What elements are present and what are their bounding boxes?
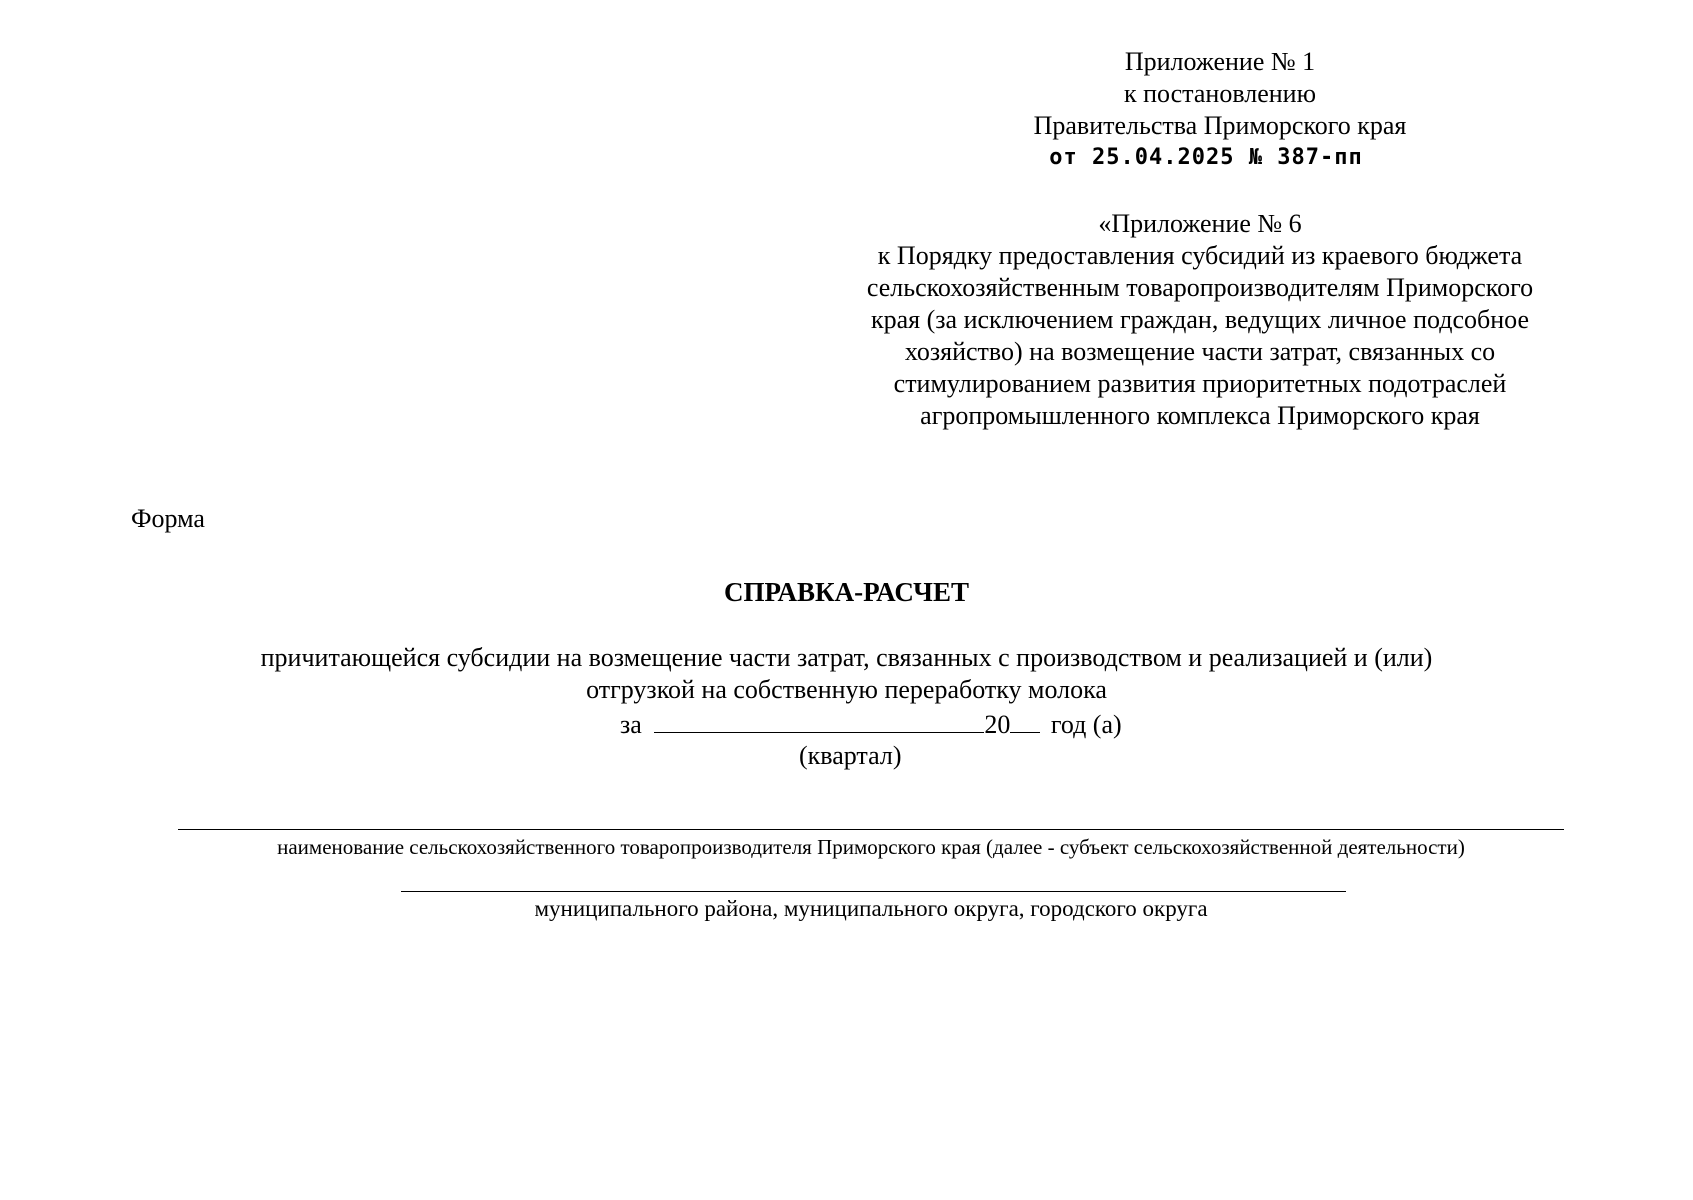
producer-name-caption: наименование сельскохозяйственного товаропроизводителя Приморского края (далее - субъект сельскохозяйственной деятельности) — [277, 835, 1465, 859]
document-title: СПРАВКА-РАСЧЕТ — [724, 577, 969, 607]
appendix-6-header — [830, 208, 1570, 432]
appendix-1-government: Правительства Приморского края — [1033, 111, 1407, 140]
producer-name-field[interactable] — [178, 829, 1564, 830]
appendix-6-line: агропромышленного комплекса Приморского края — [920, 401, 1480, 430]
subtitle-line-2: отгрузкой на собственную переработку молока — [586, 675, 1107, 704]
period-prefix: за — [620, 710, 642, 739]
appendix-6-line: к Порядку предоставления субсидий из краевого бюджета — [877, 241, 1523, 270]
period-blank-field[interactable] — [654, 708, 984, 733]
period-caption: (квартал) — [799, 741, 902, 770]
appendix-6-line: стимулированием развития приоритетных подотраслей — [893, 369, 1507, 398]
appendix-6-line: края (за исключением граждан, ведущих личное подсобное — [870, 305, 1530, 334]
appendix-1-number: Приложение № 1 — [1124, 47, 1316, 76]
subtitle-line-1: причитающейся субсидии на возмещение части затрат, связанных с производством и реализацией и (или) — [260, 643, 1433, 672]
appendix-6-line: хозяйство) на возмещение части затрат, связанных со — [904, 337, 1496, 366]
appendix-6-line: «Приложение № 6 — [1098, 209, 1302, 238]
appendix-1-header — [990, 46, 1450, 174]
municipality-caption: муниципального района, муниципального округа, городского округа — [534, 896, 1208, 921]
appendix-6-line: сельскохозяйственным товаропроизводителям Приморского — [866, 273, 1534, 302]
document-subtitle — [0, 642, 1693, 706]
year-suffix: год (а) — [1050, 710, 1122, 739]
municipality-field[interactable] — [401, 891, 1346, 892]
year-prefix: 20 — [984, 710, 1011, 739]
year-blank-field[interactable] — [1010, 708, 1040, 733]
appendix-1-resolution-date-number: от 25.04.2025 № 387-пп — [1049, 145, 1363, 170]
appendix-1-resolution-ref: к постановлению — [1123, 79, 1317, 108]
form-label: Форма — [131, 504, 205, 533]
period-row — [620, 708, 1122, 740]
